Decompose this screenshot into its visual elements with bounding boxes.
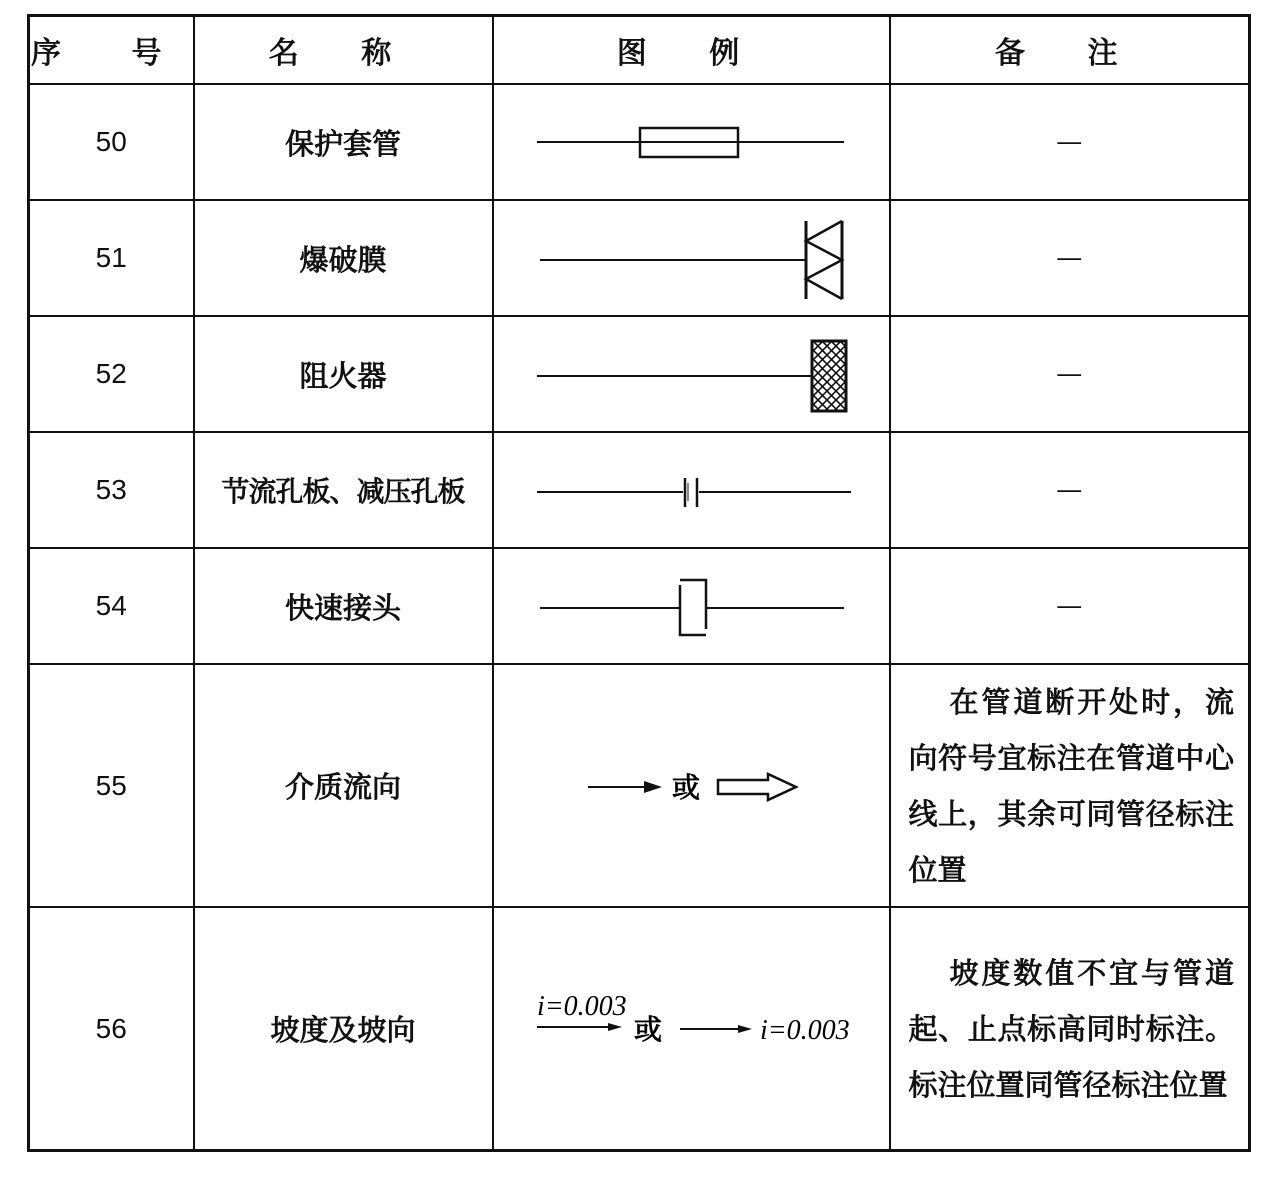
header-seq: 序 号 (29, 16, 194, 85)
row-name: 保护套管 (194, 84, 493, 200)
row-number: 54 (29, 548, 194, 664)
row-remark: — (890, 84, 1250, 200)
legend-cell (493, 907, 890, 1151)
table-row (29, 664, 1250, 907)
row-number: 56 (29, 907, 194, 1151)
row-name: 坡度及坡向 (194, 907, 493, 1151)
row-number: 50 (29, 84, 194, 200)
rupture-disc-icon (494, 203, 891, 313)
legend-cell (493, 548, 890, 664)
table-row (29, 316, 1250, 432)
orifice-plate-icon (494, 435, 891, 545)
row-name: 爆破膜 (194, 200, 493, 316)
slope-icon (494, 969, 891, 1089)
protective-sleeve-icon (494, 87, 891, 197)
flame-arrester-icon (494, 319, 891, 429)
table-row (29, 432, 1250, 548)
legend-table (27, 14, 1251, 1152)
legend-cell (493, 316, 890, 432)
header-row (29, 16, 1250, 85)
header-legend: 图 例 (493, 16, 890, 85)
legend-cell (493, 84, 890, 200)
remark-text: 坡度数值不宜与管道起、止点标高同时标注。标注位置同管径标注位置 (908, 955, 1234, 1102)
legend-cell (493, 664, 890, 907)
row-remark: — (890, 200, 1250, 316)
table-row (29, 907, 1250, 1151)
row-remark (890, 907, 1250, 1151)
table-row (29, 200, 1250, 316)
legend-cell (493, 200, 890, 316)
or-label: 或 (671, 770, 700, 804)
row-name: 介质流向 (194, 664, 493, 907)
row-remark (890, 664, 1250, 907)
table-row (29, 84, 1250, 200)
row-remark: — (890, 432, 1250, 548)
row-number: 52 (29, 316, 194, 432)
row-name: 阻火器 (194, 316, 493, 432)
or-label: 或 (633, 1012, 662, 1046)
slope-label-1: i=0.003 (536, 990, 627, 1022)
header-remark: 备 注 (890, 16, 1250, 85)
row-number: 53 (29, 432, 194, 548)
legend-cell (493, 432, 890, 548)
row-name: 快速接头 (194, 548, 493, 664)
row-remark: — (890, 316, 1250, 432)
row-remark: — (890, 548, 1250, 664)
remark-text: 在管道断开处时，流向符号宜标注在管道中心线上，其余可同管径标注位置 (908, 684, 1234, 887)
row-number: 55 (29, 664, 194, 907)
header-name: 名 称 (194, 16, 493, 85)
quick-coupling-icon (494, 551, 891, 661)
flow-direction-icon (494, 731, 891, 841)
slope-label-2: i=0.003 (759, 1014, 850, 1046)
row-number: 51 (29, 200, 194, 316)
row-name: 节流孔板、减压孔板 (194, 432, 493, 548)
table-row (29, 548, 1250, 664)
